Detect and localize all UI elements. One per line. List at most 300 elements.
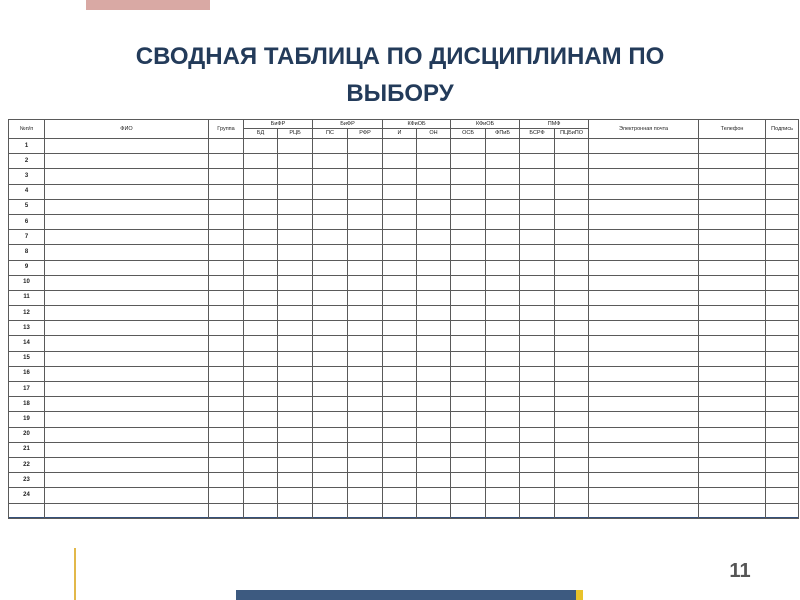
table-cell — [486, 457, 520, 472]
summary-table — [8, 119, 799, 519]
row-number: 22 — [9, 457, 45, 472]
table-cell — [555, 275, 589, 290]
table-cell — [313, 366, 348, 381]
row-number: 7 — [9, 230, 45, 245]
table-cell — [45, 306, 209, 321]
table-cell — [699, 260, 766, 275]
table-cell — [348, 321, 383, 336]
table-cell — [589, 184, 699, 199]
table-cell — [699, 275, 766, 290]
table-cell — [417, 442, 451, 457]
table-cell — [313, 199, 348, 214]
table-cell — [313, 457, 348, 472]
table-cell — [209, 473, 244, 488]
table-cell — [244, 321, 278, 336]
page-number: 11 — [729, 560, 751, 582]
table-cell — [383, 169, 417, 184]
table-cell — [383, 366, 417, 381]
table-cell — [520, 306, 555, 321]
table-cell — [766, 397, 799, 412]
header-sub-bsrf: БСРФ — [520, 129, 555, 139]
table-cell — [555, 321, 589, 336]
table-cell — [555, 199, 589, 214]
table-cell — [451, 154, 486, 169]
table-cell — [348, 214, 383, 229]
table-cell — [451, 442, 486, 457]
table-cell — [278, 366, 313, 381]
table-cell — [766, 382, 799, 397]
footer-bar-accent — [576, 590, 583, 600]
table-cell — [766, 442, 799, 457]
table-cell — [589, 260, 699, 275]
table-cell — [520, 245, 555, 260]
table-cell — [348, 412, 383, 427]
table-cell — [555, 169, 589, 184]
table-cell — [209, 427, 244, 442]
table-cell — [486, 154, 520, 169]
table-cell — [417, 336, 451, 351]
table-cell — [699, 503, 766, 518]
header-sub-on: ОН — [417, 129, 451, 139]
table-cell — [244, 397, 278, 412]
table-body — [9, 139, 799, 519]
table-cell — [313, 275, 348, 290]
table-row — [9, 351, 799, 366]
table-cell — [699, 230, 766, 245]
table-row — [9, 382, 799, 397]
table-cell — [555, 245, 589, 260]
table-cell — [699, 214, 766, 229]
table-cell — [244, 336, 278, 351]
table-cell — [348, 473, 383, 488]
table-cell — [520, 412, 555, 427]
table-cell — [555, 306, 589, 321]
table-cell — [520, 154, 555, 169]
table-cell — [589, 321, 699, 336]
table-cell — [278, 427, 313, 442]
table-cell — [209, 245, 244, 260]
table-row — [9, 366, 799, 381]
table-cell — [451, 214, 486, 229]
table-cell — [520, 382, 555, 397]
table-row — [9, 199, 799, 214]
table-cell — [520, 427, 555, 442]
table-cell — [348, 503, 383, 518]
table-cell — [209, 397, 244, 412]
table-row — [9, 290, 799, 305]
table-cell — [417, 184, 451, 199]
table-cell — [278, 154, 313, 169]
table-row-empty — [9, 503, 799, 518]
header-sub-rfr: РФР — [348, 129, 383, 139]
table-cell — [486, 321, 520, 336]
table-cell — [348, 184, 383, 199]
table-cell — [555, 214, 589, 229]
table-cell — [348, 154, 383, 169]
table-cell — [699, 366, 766, 381]
table-cell — [383, 457, 417, 472]
table-cell — [348, 245, 383, 260]
table-cell — [520, 397, 555, 412]
table-cell — [244, 199, 278, 214]
table-cell — [555, 184, 589, 199]
table-cell — [451, 275, 486, 290]
table-cell — [383, 260, 417, 275]
table-cell — [589, 275, 699, 290]
table-cell — [451, 260, 486, 275]
table-cell — [417, 260, 451, 275]
table-cell — [244, 306, 278, 321]
table-cell — [348, 199, 383, 214]
table-cell — [278, 382, 313, 397]
table-cell — [244, 442, 278, 457]
row-number: 17 — [9, 382, 45, 397]
table-cell — [348, 169, 383, 184]
table-cell — [486, 290, 520, 305]
footer-accent-line — [74, 548, 76, 600]
row-number: 14 — [9, 336, 45, 351]
table-cell — [766, 473, 799, 488]
table-cell — [555, 503, 589, 518]
table-cell — [209, 214, 244, 229]
table-cell — [766, 457, 799, 472]
table-cell — [45, 336, 209, 351]
table-cell — [209, 442, 244, 457]
table-cell — [520, 503, 555, 518]
table-cell — [383, 473, 417, 488]
table-cell — [699, 321, 766, 336]
table-cell — [486, 260, 520, 275]
table-cell — [451, 199, 486, 214]
row-number: 18 — [9, 397, 45, 412]
table-cell — [555, 457, 589, 472]
row-number: 6 — [9, 214, 45, 229]
table-cell — [486, 397, 520, 412]
table-cell — [383, 184, 417, 199]
table-cell — [486, 473, 520, 488]
table-cell — [244, 184, 278, 199]
table-cell — [451, 321, 486, 336]
table-cell — [313, 184, 348, 199]
table-cell — [278, 275, 313, 290]
table-cell — [555, 473, 589, 488]
table-row — [9, 473, 799, 488]
table-cell — [383, 214, 417, 229]
table-cell — [45, 321, 209, 336]
header-no: №п/п — [9, 120, 45, 139]
table-cell — [766, 184, 799, 199]
table-cell — [555, 382, 589, 397]
table-cell — [555, 442, 589, 457]
table-cell — [589, 336, 699, 351]
table-cell — [313, 260, 348, 275]
table-cell — [486, 184, 520, 199]
header-group-kfiob-1: КФиОБ — [383, 120, 451, 129]
table-cell — [555, 366, 589, 381]
table-cell — [766, 290, 799, 305]
table-cell — [766, 503, 799, 518]
row-number: 8 — [9, 245, 45, 260]
table-cell — [589, 139, 699, 154]
table-cell — [451, 245, 486, 260]
table-cell — [486, 199, 520, 214]
table-cell — [278, 321, 313, 336]
table-cell — [278, 473, 313, 488]
table-cell — [244, 457, 278, 472]
table-cell — [278, 336, 313, 351]
table-cell — [244, 382, 278, 397]
title-line-1: СВОДНАЯ ТАБЛИЦА ПО ДИСЦИПЛИНАМ ПО — [135, 43, 665, 70]
table-cell — [520, 366, 555, 381]
top-decor-bar — [86, 0, 210, 10]
table-row — [9, 427, 799, 442]
table-cell — [555, 230, 589, 245]
table-row — [9, 245, 799, 260]
table-cell — [486, 245, 520, 260]
table-cell — [45, 199, 209, 214]
table-cell — [383, 245, 417, 260]
table-cell — [348, 260, 383, 275]
table-row — [9, 321, 799, 336]
table-cell — [417, 397, 451, 412]
table-cell — [313, 336, 348, 351]
table-cell — [45, 397, 209, 412]
table-cell — [45, 412, 209, 427]
table-cell — [699, 306, 766, 321]
table-cell — [348, 382, 383, 397]
table-cell — [520, 457, 555, 472]
table-cell — [313, 245, 348, 260]
table-cell — [417, 321, 451, 336]
table-cell — [278, 169, 313, 184]
table-cell — [589, 290, 699, 305]
table-cell — [589, 412, 699, 427]
table-cell — [244, 154, 278, 169]
table-cell — [451, 169, 486, 184]
table-cell — [451, 184, 486, 199]
table-cell — [417, 275, 451, 290]
table-cell — [45, 260, 209, 275]
table-cell — [520, 488, 555, 503]
table-cell — [348, 275, 383, 290]
header-group-kfiob-2: КФиОБ — [451, 120, 520, 129]
table-cell — [417, 306, 451, 321]
table-cell — [699, 351, 766, 366]
table-cell — [348, 306, 383, 321]
row-number: 1 — [9, 139, 45, 154]
table-row — [9, 457, 799, 472]
table-cell — [451, 473, 486, 488]
table-cell — [766, 154, 799, 169]
table-cell — [451, 412, 486, 427]
table-cell — [766, 275, 799, 290]
table-cell — [209, 199, 244, 214]
table-cell — [486, 214, 520, 229]
table-cell — [45, 503, 209, 518]
table-cell — [555, 397, 589, 412]
table-cell — [45, 230, 209, 245]
table-cell — [278, 260, 313, 275]
table-cell — [383, 199, 417, 214]
table-cell — [417, 230, 451, 245]
table-cell — [766, 336, 799, 351]
table-cell — [9, 503, 45, 518]
table-cell — [244, 290, 278, 305]
table-cell — [348, 351, 383, 366]
table-cell — [451, 503, 486, 518]
table-cell — [451, 336, 486, 351]
table-cell — [278, 214, 313, 229]
table-row — [9, 260, 799, 275]
table-cell — [417, 290, 451, 305]
header-sub-ps: ПС — [313, 129, 348, 139]
table-cell — [45, 351, 209, 366]
table-cell — [278, 503, 313, 518]
table-cell — [209, 275, 244, 290]
table-cell — [313, 214, 348, 229]
table-cell — [209, 488, 244, 503]
table-cell — [313, 397, 348, 412]
table-cell — [383, 351, 417, 366]
table-cell — [589, 154, 699, 169]
table-cell — [45, 457, 209, 472]
table-cell — [278, 351, 313, 366]
table-cell — [589, 442, 699, 457]
table-cell — [417, 154, 451, 169]
table-cell — [486, 169, 520, 184]
table-cell — [417, 351, 451, 366]
table-cell — [383, 139, 417, 154]
table-cell — [555, 488, 589, 503]
table-cell — [766, 260, 799, 275]
header-sub-rcb: РЦБ — [278, 129, 313, 139]
table-cell — [486, 275, 520, 290]
table-cell — [417, 488, 451, 503]
table-cell — [766, 412, 799, 427]
table-cell — [383, 397, 417, 412]
table-row — [9, 306, 799, 321]
table-cell — [766, 321, 799, 336]
header-sign: Подпись — [766, 120, 799, 139]
table-cell — [209, 154, 244, 169]
table-cell — [417, 503, 451, 518]
table-cell — [209, 139, 244, 154]
table-cell — [278, 245, 313, 260]
table-cell — [244, 214, 278, 229]
table-cell — [348, 230, 383, 245]
table-cell — [313, 473, 348, 488]
table-cell — [486, 366, 520, 381]
table-cell — [589, 488, 699, 503]
table-cell — [766, 427, 799, 442]
table-cell — [278, 139, 313, 154]
table-row — [9, 230, 799, 245]
table-cell — [45, 184, 209, 199]
table-cell — [520, 321, 555, 336]
table-cell — [45, 290, 209, 305]
table-cell — [244, 351, 278, 366]
table-cell — [209, 336, 244, 351]
table-cell — [209, 184, 244, 199]
table-cell — [486, 351, 520, 366]
table-cell — [313, 382, 348, 397]
table-row — [9, 397, 799, 412]
table-cell — [417, 412, 451, 427]
table-cell — [486, 412, 520, 427]
table-cell — [486, 336, 520, 351]
table-cell — [699, 154, 766, 169]
table-cell — [451, 397, 486, 412]
row-number: 4 — [9, 184, 45, 199]
table-cell — [383, 488, 417, 503]
table-cell — [383, 275, 417, 290]
table-cell — [555, 412, 589, 427]
table-cell — [417, 366, 451, 381]
table-cell — [313, 442, 348, 457]
table-cell — [417, 199, 451, 214]
table-row — [9, 275, 799, 290]
table-cell — [313, 169, 348, 184]
table-cell — [209, 503, 244, 518]
row-number: 13 — [9, 321, 45, 336]
table-cell — [589, 245, 699, 260]
table-cell — [766, 366, 799, 381]
table-cell — [45, 473, 209, 488]
table-cell — [313, 503, 348, 518]
table-cell — [383, 503, 417, 518]
table-cell — [313, 427, 348, 442]
header-row-groups — [9, 120, 799, 129]
table-cell — [699, 184, 766, 199]
table-cell — [278, 199, 313, 214]
table-cell — [278, 184, 313, 199]
table-cell — [589, 351, 699, 366]
table-cell — [555, 351, 589, 366]
table-cell — [348, 457, 383, 472]
row-number: 12 — [9, 306, 45, 321]
table-row — [9, 442, 799, 457]
table-cell — [766, 169, 799, 184]
table-cell — [451, 306, 486, 321]
table-row — [9, 184, 799, 199]
table-cell — [348, 427, 383, 442]
table-cell — [348, 290, 383, 305]
table-cell — [45, 275, 209, 290]
table-cell — [278, 397, 313, 412]
table-cell — [699, 382, 766, 397]
table-cell — [417, 214, 451, 229]
table-cell — [383, 442, 417, 457]
table-cell — [45, 154, 209, 169]
table-cell — [417, 169, 451, 184]
table-cell — [45, 442, 209, 457]
summary-table-wrapper — [8, 119, 798, 518]
table-cell — [209, 230, 244, 245]
table-row — [9, 139, 799, 154]
table-cell — [209, 306, 244, 321]
row-number: 15 — [9, 351, 45, 366]
table-cell — [451, 290, 486, 305]
table-cell — [486, 503, 520, 518]
table-cell — [209, 351, 244, 366]
row-number: 3 — [9, 169, 45, 184]
table-cell — [699, 412, 766, 427]
table-row — [9, 214, 799, 229]
table-cell — [589, 382, 699, 397]
table-cell — [589, 427, 699, 442]
header-group: Группа — [209, 120, 244, 139]
table-cell — [520, 260, 555, 275]
